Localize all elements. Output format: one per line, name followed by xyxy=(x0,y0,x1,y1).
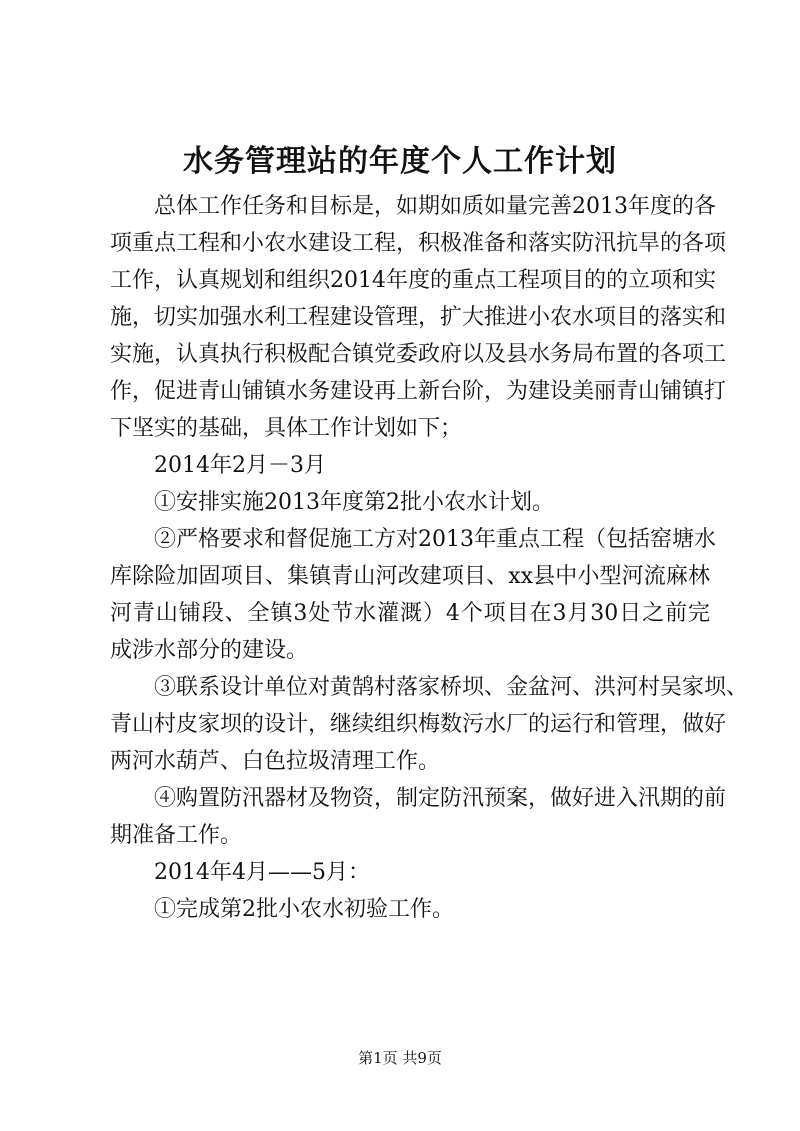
text-line: ①完成第2批小农水初验工作。 xyxy=(154,897,454,922)
paragraph-item xyxy=(110,891,710,928)
text-line: 河青山铺段、全镇3处节水灌溉）4个项目在3月30日之前完 xyxy=(110,601,710,626)
text-line: 两河水葫芦、白色拉圾清理工作。 xyxy=(110,749,441,774)
paragraph-item xyxy=(110,669,749,780)
text-line: 总体工作任务和目标是，如期如质如量完善2013年度的各 xyxy=(154,194,716,219)
text-line: 作，促进青山铺镇水务建设再上新台阶，为建设美丽青山铺镇打 xyxy=(110,379,727,404)
text-line: 工作，认真规划和组织2014年度的重点工程项目的的立项和实 xyxy=(110,268,716,293)
text-line: ④购置防汛器材及物资，制定防汛预案，做好进入汛期的前 xyxy=(154,786,727,811)
paragraph-item xyxy=(110,521,716,669)
text-line: ③联系设计单位对黄鹄村落家桥坝、金盆河、洪河村吴家坝、 xyxy=(154,675,749,700)
paragraph-period-heading xyxy=(110,447,710,484)
text-line: ①安排实施2013年度第2批小农水计划。 xyxy=(154,490,554,515)
text-line: 项重点工程和小农水建设工程，积极准备和落实防汛抗旱的各项 xyxy=(110,231,727,256)
paragraph-period-heading xyxy=(110,854,710,891)
text-line: 下坚实的基础，具体工作计划如下； xyxy=(110,416,463,441)
text-line: 实施，认真执行积极配合镇党委政府以及县水务局布置的各项工 xyxy=(110,342,727,367)
paragraph-item xyxy=(110,780,727,854)
page-footer: 第1页 共9页 xyxy=(358,1049,442,1067)
paragraph-item xyxy=(110,484,710,521)
text-line: 2014年4月——5月： xyxy=(154,860,370,885)
document-title: 水务管理站的年度个人工作计划 xyxy=(183,144,617,179)
text-line: 2014年2月－3月 xyxy=(154,453,326,478)
text-line: 期准备工作。 xyxy=(110,823,243,848)
text-line: 成涉水部分的建设。 xyxy=(110,638,309,663)
document-body xyxy=(110,188,749,928)
paragraph-overview xyxy=(110,188,727,447)
text-line: 青山村皮家坝的设计，继续组织梅数污水厂的运行和管理，做好 xyxy=(110,712,727,737)
text-line: 施，切实加强水利工程建设管理，扩大推进小农水项目的落实和 xyxy=(110,305,727,330)
text-line: ②严格要求和督促施工方对2013年重点工程（包括窑塘水 xyxy=(154,527,716,552)
text-line: 库除险加固项目、集镇青山河改建项目、xx县中小型河流麻林 xyxy=(110,564,710,589)
